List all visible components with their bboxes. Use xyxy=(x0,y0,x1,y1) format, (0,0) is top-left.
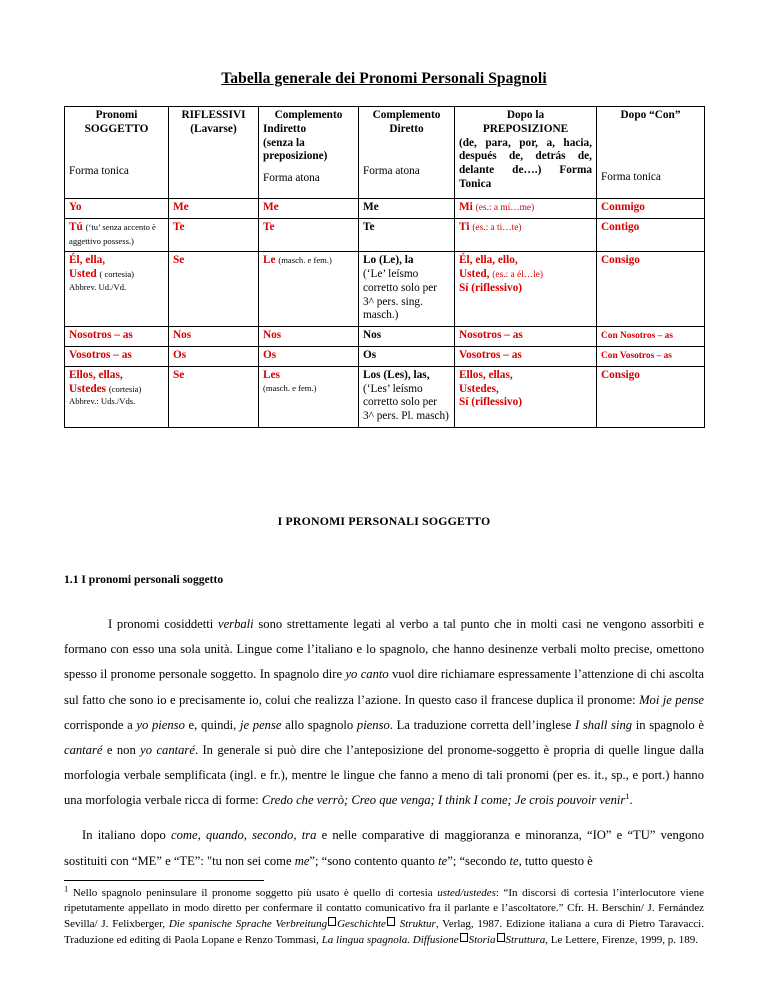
pronoun-soggetto-line2: Ustedes xyxy=(69,382,107,395)
pronoun-riflessivo: Me xyxy=(173,201,189,213)
fn-part-c: , Verlag, 1987. Edizione italiana a cura di Pietro Taravacci. Traduzione ed editing di Paola Lopane e Renzo Tommasi, xyxy=(64,918,704,946)
p2-me: me xyxy=(294,853,310,868)
cell-soggetto xyxy=(65,252,169,327)
pronoun-diretto: Te xyxy=(363,220,375,233)
cell-preposizione xyxy=(455,199,597,219)
header-indiretto-line2: Indiretto xyxy=(263,122,307,135)
header-riflessivi-line2: (Lavarse) xyxy=(190,122,237,135)
pronoun-soggetto: Yo xyxy=(69,201,82,213)
pronoun-indiretto: Me xyxy=(263,201,279,213)
pronoun-preposizione: Ellos, ellas, xyxy=(459,368,513,381)
cell-soggetto xyxy=(65,199,169,219)
pronoun-soggetto: Vosotros – as xyxy=(69,349,132,362)
pronoun-preposizione-line2: Usted, xyxy=(459,268,490,281)
cell-indiretto xyxy=(259,327,359,347)
cell-preposizione xyxy=(455,366,597,427)
header-soggetto xyxy=(65,107,169,199)
pronoun-indiretto: Te xyxy=(263,220,275,233)
footnote-separator xyxy=(64,880,264,881)
pronoun-diretto-note: (‘Le’ leísmo corretto solo per 3^ pers. sing. masch.) xyxy=(363,268,438,322)
header-preposizione xyxy=(455,107,597,199)
header-riflessivi xyxy=(169,107,259,199)
cell-soggetto xyxy=(65,347,169,367)
p1-yo-cantare: yo cantaré xyxy=(140,742,195,757)
cell-con xyxy=(597,218,705,252)
pronoun-soggetto-note: (‘tu’ senza accento è aggettivo possess.) xyxy=(69,221,156,246)
cell-indiretto xyxy=(259,199,359,219)
p1-part-i: e non xyxy=(102,742,141,757)
cell-soggetto xyxy=(65,327,169,347)
pronoun-indiretto: Nos xyxy=(263,329,282,342)
cell-diretto xyxy=(359,252,455,327)
page-title: Tabella generale dei Pronomi Personali Spagnoli xyxy=(221,70,547,87)
cell-diretto xyxy=(359,218,455,252)
pronoun-preposizione-line3: Sí (riflessivo) xyxy=(459,396,523,409)
header-diretto-line1: Complemento xyxy=(372,109,441,121)
fn-cite5: Storia xyxy=(468,933,496,946)
pronoun-preposizione: Mi xyxy=(459,201,473,213)
p1-part-h: in spagnolo è xyxy=(632,717,704,732)
header-con-line2: Forma tonica xyxy=(601,170,661,183)
header-preposizione-line1: Dopo la xyxy=(506,109,545,121)
pronoun-indiretto-note: (masch. e fem.) xyxy=(278,255,332,266)
table-row xyxy=(65,366,705,427)
p1-part-b: sono strettamente legati al verbo a tal punto che in molti casi ne vengono assorbiti e formano con esso una sola unità. Lingue come l’italiano e lo spagnolo, che hanno desinenze verbali molto precise, omettono spesso il pronome personale soggetto. In spagnolo dire xyxy=(64,616,704,682)
cell-diretto xyxy=(359,327,455,347)
cell-indiretto xyxy=(259,218,359,252)
fn-cite2: Geschichte xyxy=(337,918,386,931)
fn-part-a: Nello spagnolo peninsulare il pronome soggetto più usato è quello di cortesia xyxy=(72,886,438,899)
pronoun-con: Conmigo xyxy=(601,201,645,213)
table-row xyxy=(65,327,705,347)
header-diretto-line2: Diretto xyxy=(389,122,424,135)
cell-riflessivi xyxy=(169,218,259,252)
placeholder-box-icon xyxy=(460,933,468,942)
placeholder-box-icon xyxy=(387,917,395,926)
pronoun-diretto-note: (‘Les’ leísmo corretto solo per 3^ pers. Pl. masch) xyxy=(363,382,449,423)
cell-indiretto xyxy=(259,252,359,327)
footnote xyxy=(64,883,705,948)
pronoun-riflessivo: Te xyxy=(173,220,185,233)
p1-part-d: corrisponde a xyxy=(64,717,137,732)
pronoun-indiretto: Os xyxy=(263,349,277,362)
header-preposizione-line2: PREPOSIZIONE xyxy=(482,122,569,135)
cell-riflessivi xyxy=(169,347,259,367)
pronoun-preposizione-note: (es.: a él…le) xyxy=(492,270,544,281)
pronoun-indiretto: Le xyxy=(263,254,276,267)
header-diretto xyxy=(359,107,455,199)
cell-diretto xyxy=(359,366,455,427)
placeholder-box-icon xyxy=(497,933,505,942)
pronoun-diretto: Los (Les), las, xyxy=(363,368,430,381)
fn-cite4: La lingua spagnola. Diffusione xyxy=(321,933,459,946)
p2-part-c: ”; “sono contento quanto xyxy=(309,853,439,868)
pronoun-preposizione-line3: Sí (riflessivo) xyxy=(459,281,523,294)
fn-cite6: Struttura xyxy=(505,933,546,946)
p1-part-e: e, quindi, xyxy=(184,717,241,732)
paragraph-2 xyxy=(64,823,704,873)
paragraph-1 xyxy=(64,612,704,814)
header-soggetto-line2: SOGGETTO xyxy=(84,122,149,135)
pronoun-preposizione-line2: Ustedes, xyxy=(459,382,499,395)
table-header-row xyxy=(65,107,705,199)
pronoun-riflessivo: Se xyxy=(173,368,185,381)
pronoun-preposizione: Ti xyxy=(459,220,470,233)
p2-part-b: e nelle comparative di maggioranza e minoranza, “IO” e “TU” vengono sostituiti con “ME” e “TE”: "tu non sei come xyxy=(64,828,704,868)
cell-preposizione xyxy=(455,327,597,347)
pronoun-soggetto: Él, ella, xyxy=(69,254,106,267)
pronoun-indiretto-note: (masch. e fem.) xyxy=(263,382,317,393)
fn-usted: usted/ustedes xyxy=(437,886,496,899)
header-riflessivi-line1: RIFLESSIVI xyxy=(181,109,246,121)
cell-riflessivi xyxy=(169,327,259,347)
p2-te: te xyxy=(438,853,448,868)
fn-part-b: : “In discorsi di cortesia l’interlocutore viene ripetutamente appellato in modo diretto per confermare il contatto comunicativo fra il parlante e l’ascoltatore.” Cfr. H. Berschin/ J. Fernández Sevilla/ J. Felixberger, xyxy=(64,886,705,931)
pronoun-con: Contigo xyxy=(601,220,640,233)
pronoun-con: Consigo xyxy=(601,368,640,381)
pronoun-diretto: Os xyxy=(363,349,377,362)
pronoun-diretto: Nos xyxy=(363,329,382,342)
subsection-title: 1.1 I pronomi personali soggetto xyxy=(64,572,224,586)
fn-cite1: Die spanische Sprache Verbreitung xyxy=(168,918,328,931)
pronoun-preposizione-note: (es.: a ti…te) xyxy=(472,222,522,233)
cell-riflessivi xyxy=(169,199,259,219)
pronoun-riflessivo: Se xyxy=(173,254,185,267)
p1-part-f: allo spagnolo xyxy=(281,717,357,732)
p1-credo: Credo che verrò; Creo que venga; I think I come; Je crois pouvoir venir xyxy=(261,793,626,808)
pronoun-soggetto: Ellos, ellas, xyxy=(69,368,123,381)
p2-part-e: , tutto questo è xyxy=(518,853,593,868)
pronoun-preposizione: Vosotros – as xyxy=(459,349,522,362)
placeholder-box-icon xyxy=(328,917,336,926)
cell-preposizione xyxy=(455,218,597,252)
table-row xyxy=(65,347,705,367)
p1-part-g: . La traduzione corretta dell’inglese xyxy=(389,717,575,732)
header-indiretto-line1: Complemento xyxy=(274,109,343,121)
pronoun-con: Con Vosotros – as xyxy=(601,351,672,362)
pronoun-con: Consigo xyxy=(601,254,640,267)
cell-preposizione xyxy=(455,252,597,327)
p1-pienso: pienso xyxy=(356,717,390,732)
pronoun-riflessivo: Os xyxy=(173,349,187,362)
p1-part-k: . xyxy=(629,793,633,808)
pronoun-soggetto-note3: Abbrev. Ud./Vd. xyxy=(69,281,127,292)
pronoun-riflessivo: Nos xyxy=(173,329,192,342)
pronoun-diretto: Lo (Le), la xyxy=(363,254,414,267)
pronoun-soggetto-note3: Abbrev.: Uds./Vds. xyxy=(69,396,136,407)
pronoun-soggetto-note2: ( cortesia) xyxy=(99,269,135,280)
cell-diretto xyxy=(359,199,455,219)
pronoun-soggetto-note2: (cortesia) xyxy=(108,383,142,394)
p1-i-shall-sing: I shall sing xyxy=(575,717,633,732)
p1-yo-canto: yo canto xyxy=(345,667,389,682)
cell-diretto xyxy=(359,347,455,367)
cell-con xyxy=(597,366,705,427)
pronoun-soggetto: Nosotros – as xyxy=(69,329,133,342)
header-indiretto-line3: (senza la preposizione) xyxy=(263,136,328,163)
fn-cite3: Struktur xyxy=(395,918,436,931)
p1-verbali: verbali xyxy=(217,616,254,631)
cell-preposizione xyxy=(455,347,597,367)
pronoun-indiretto: Les xyxy=(263,368,280,381)
pronoun-soggetto: Tú xyxy=(69,220,83,233)
header-soggetto-line3: Forma tonica xyxy=(69,164,129,177)
header-indiretto-line4: Forma atona xyxy=(263,172,320,185)
footnote-marker: 1 xyxy=(64,883,69,894)
p1-part-a: I pronomi cosiddetti xyxy=(108,616,218,631)
p1-part-c: vuol dire richiamare espressamente l’attenzione di chi ascolta sul fatto che sono io e precisamente io, colui che realizza l’azione. In questo caso il francese duplica il pronome: xyxy=(64,667,704,707)
cell-indiretto xyxy=(259,366,359,427)
pronoun-preposizione: Él, ella, ello, xyxy=(459,254,518,267)
table-row xyxy=(65,252,705,327)
header-diretto-line3: Forma atona xyxy=(363,164,420,177)
cell-riflessivi xyxy=(169,252,259,327)
p1-je-pense: je pense xyxy=(240,717,282,732)
p2-come: come, quando, secondo, tra xyxy=(171,828,317,843)
pronoun-soggetto-line2: Usted xyxy=(69,268,97,281)
cell-soggetto xyxy=(65,366,169,427)
pronoun-diretto: Me xyxy=(363,201,379,213)
header-con xyxy=(597,107,705,199)
pronoun-preposizione: Nosotros – as xyxy=(459,329,523,342)
cell-indiretto xyxy=(259,347,359,367)
p1-part-j: . In generale si può dire che l’anteposizione del pronome-soggetto è propria di quelle lingue dalla morfologia verbale semplificata (ingl. e fr.), mentre le lingue che fanno a meno di tali pronomi (per es. it., sp., e port.) hanno una morfologia verbale ricca di forme: xyxy=(64,742,704,808)
cell-con xyxy=(597,199,705,219)
p1-yo-pienso: yo pienso xyxy=(136,717,185,732)
header-con-line1: Dopo “Con” xyxy=(620,109,681,121)
pronouns-table xyxy=(64,106,705,428)
pronoun-con: Con Nosotros – as xyxy=(601,331,673,342)
cell-con xyxy=(597,327,705,347)
fn-part-d: , Le Lettere, Firenze, 1999, p. 189. xyxy=(545,933,698,946)
header-soggetto-line1: Pronomi xyxy=(95,109,138,121)
table-row xyxy=(65,218,705,252)
section-title: I PRONOMI PERSONALI SOGGETTO xyxy=(277,513,491,528)
footnote-ref: 1 xyxy=(625,791,630,802)
cell-con xyxy=(597,252,705,327)
p2-part-a: In italiano dopo xyxy=(82,828,172,843)
p1-moi-je-pense: Moi je pense xyxy=(639,692,704,707)
header-indiretto xyxy=(259,107,359,199)
p1-cantare: cantaré xyxy=(64,742,103,757)
cell-soggetto xyxy=(65,218,169,252)
pronoun-preposizione-note: (es.: a mí…me) xyxy=(475,203,535,213)
cell-con xyxy=(597,347,705,367)
p2-part-d: ”; “secondo xyxy=(447,853,510,868)
table-row xyxy=(65,199,705,219)
p2-te2: te xyxy=(509,853,519,868)
header-preposizione-line3: (de, para, por, a, hacia, después de, detrás de, delante de….) Forma Tonica xyxy=(459,136,592,190)
cell-riflessivi xyxy=(169,366,259,427)
